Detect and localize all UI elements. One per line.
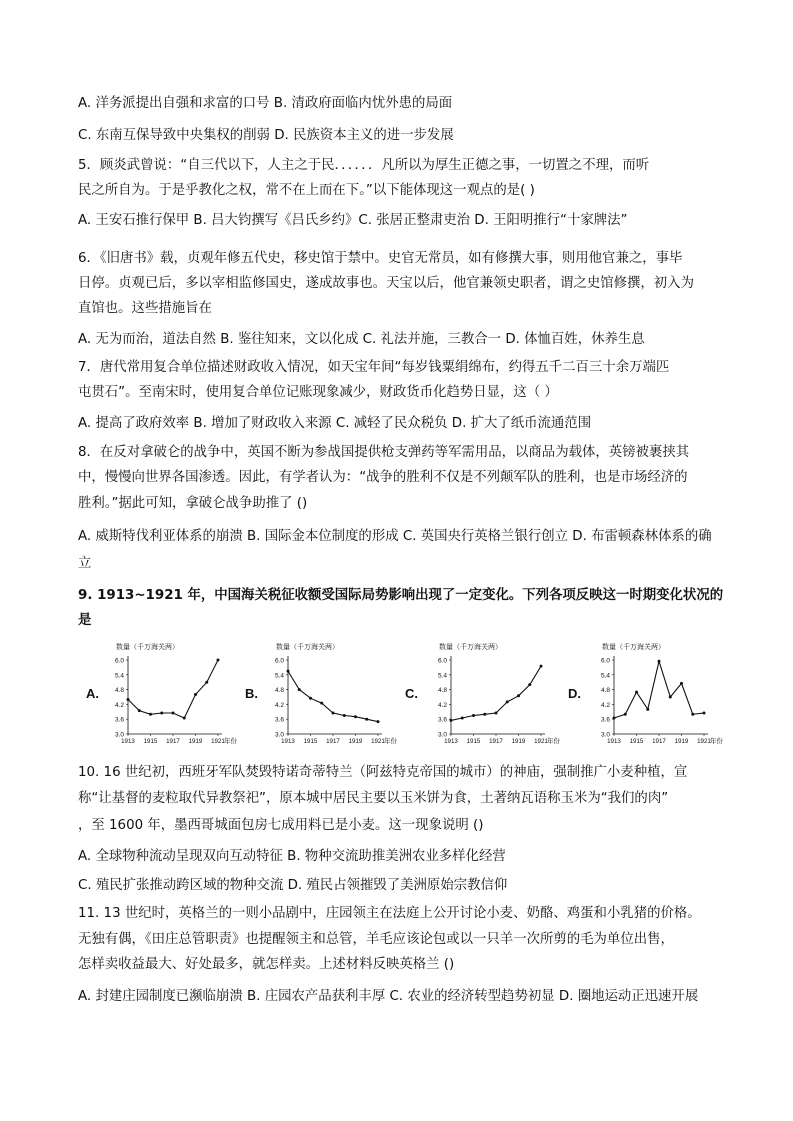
y-tick-label: 4.8 [274, 687, 284, 695]
y-tick-label: 5.4 [114, 672, 124, 680]
x-axis-label: 年份 [710, 738, 723, 745]
data-point [205, 681, 208, 684]
data-point [658, 660, 661, 663]
chart-c [425, 638, 575, 750]
x-tick-label: 1917 [652, 738, 666, 745]
data-point [343, 714, 346, 717]
x-tick-label: 1921 [534, 738, 548, 745]
chart-a [102, 638, 252, 750]
q10-options-line1: A. 全球物种流动呈现双向互动特征 B. 物种交流助推美洲农业多样化经营 [78, 849, 506, 864]
data-point [287, 670, 290, 673]
x-tick-label: 1921 [211, 738, 225, 745]
x-tick-label: 1919 [511, 738, 526, 745]
q8-stem-line3: 胜利。”据此可知，拿破仑战争助推了 () [78, 496, 308, 511]
x-tick-label: 1919 [188, 738, 203, 745]
x-axis-label: 年份 [547, 738, 560, 745]
data-point [635, 691, 638, 694]
series-line [614, 661, 704, 718]
q5-stem-line2: 民之所自为。于是乎教化之权，常不在上而在下。”以下能体现这一观点的是( ) [78, 183, 535, 198]
data-point [365, 718, 368, 721]
data-point [703, 712, 706, 715]
data-point [183, 716, 186, 719]
y-tick-label: 3.6 [437, 716, 447, 724]
q6-options: A. 无为而治，道法自然 B. 鉴往知来，文以化成 C. 礼法并施，三教合一 D. 体恤百姓，休养生息 [78, 332, 645, 347]
y-tick-label: 6.0 [274, 657, 284, 665]
q7-stem-line1: 7．唐代常用复合单位描述财政收入情况，如天宝年间“每岁钱粟绢绵布，约得五千二百三十余万端匹 [78, 360, 670, 375]
y-tick-label: 4.8 [600, 687, 610, 695]
data-point [483, 713, 486, 716]
q7-options: A. 提高了政府效率 B. 增加了财政收入来源 C. 减轻了民众税负 D. 扩大了纸币流通范围 [78, 416, 592, 431]
q7-stem-line2: 屯贯石”。至南宋时，使用复合单位记账现象减少，财政货币化趋势日显，这（ ） [78, 385, 558, 400]
x-tick-label: 1919 [674, 738, 689, 745]
data-point [528, 683, 531, 686]
y-tick-label: 3.6 [114, 716, 124, 724]
data-point [149, 713, 152, 716]
y-tick-label: 5.4 [274, 672, 284, 680]
x-tick-label: 1915 [629, 738, 644, 745]
x-tick-label: 1919 [348, 738, 363, 745]
q8-options-line1: A. 威斯特伐利亚体系的崩溃 B. 国际金本位制度的形成 C. 英国央行英格兰银行创立 D. 布雷顿森林体系的确 [78, 529, 712, 544]
q9-stem-line1: 9. 1913~1921 年，中国海关税征收额受国际局势影响出现了一定变化。下列各项反映这一时期变化状况的 [78, 588, 724, 603]
x-tick-label: 1915 [303, 738, 318, 745]
x-tick-label: 1913 [444, 738, 458, 745]
q10-stem-line1: 10. 16 世纪初，西班牙军队焚毁特诺奇蒂特兰（阿兹特克帝国的城市）的神庙，强制推广小麦种植，宣 [78, 765, 688, 780]
data-point [669, 696, 672, 699]
x-tick-label: 1913 [281, 738, 295, 745]
q8-stem-line2: 中，慢慢向世界各国渗透。因此，有学者认为：“战争的胜利不仅是不列颠军队的胜利，也是市场经济的 [78, 470, 688, 485]
q11-stem-line1: 11. 13 世纪时，英格兰的一则小品剧中，庄园领主在法庭上公开讨论小麦、奶酪、鸡蛋和小乳猪的价格。 [78, 906, 701, 921]
data-point [127, 698, 130, 701]
data-point [691, 713, 694, 716]
data-point [354, 715, 357, 718]
x-tick-label: 1917 [166, 738, 180, 745]
q8-options-line2: 立 [78, 556, 92, 571]
data-point [472, 714, 475, 717]
y-tick-label: 4.2 [600, 701, 610, 709]
y-axis-label: 数量（千万海关两） [116, 644, 179, 651]
q4-options-line2: C. 东南互保导致中央集权的削弱 D. 民族资本主义的进一步发展 [78, 128, 454, 143]
q9-stem-line2: 是 [78, 613, 92, 628]
y-tick-label: 5.4 [600, 672, 610, 680]
data-point [309, 697, 312, 700]
y-tick-label: 4.2 [274, 701, 284, 709]
x-tick-label: 1915 [466, 738, 481, 745]
x-tick-label: 1913 [121, 738, 135, 745]
data-point [194, 693, 197, 696]
chart-label-b: B. [245, 686, 258, 701]
data-point [450, 719, 453, 722]
x-tick-label: 1917 [326, 738, 340, 745]
q5-options: A. 王安石推行保甲 B. 吕大钧撰写《吕氏乡约》C. 张居正整肃吏治 D. 王阳明推行“十家牌法” [78, 213, 628, 228]
data-point [506, 700, 509, 703]
data-point [461, 716, 464, 719]
data-point [646, 708, 649, 711]
y-tick-label: 4.8 [114, 687, 124, 695]
y-tick-label: 3.0 [274, 731, 284, 739]
q10-options-line2: C. 殖民扩张推动跨区域的物种交流 D. 殖民占领摧毁了美洲原始宗教信仰 [78, 878, 508, 893]
chart-label-c: C. [405, 686, 418, 701]
y-tick-label: 3.0 [114, 731, 124, 739]
q11-stem-line2: 无独有偶，《田庄总管职责》也提醒领主和总管，羊毛应该论包或以一只羊一次所剪的毛为单位出售， [78, 932, 674, 947]
series-line [128, 660, 218, 718]
chart-label-d: D. [568, 686, 581, 701]
y-tick-label: 4.2 [437, 701, 447, 709]
y-tick-label: 6.0 [437, 657, 447, 665]
q10-stem-line2: 称“让基督的麦粒取代异教祭祀”，原本城中居民主要以玉米饼为食，土著纳瓦语称玉米为“我们的肉” [78, 791, 669, 806]
x-tick-label: 1921 [697, 738, 711, 745]
y-axis-label: 数量（千万海关两） [602, 644, 665, 651]
data-point [138, 709, 141, 712]
y-axis-label: 数量（千万海关两） [276, 644, 339, 651]
q4-options-line1: A. 洋务派提出自强和求富的口号 B. 清政府面临内忧外患的局面 [78, 96, 453, 111]
y-tick-label: 3.0 [600, 731, 610, 739]
data-point [320, 702, 323, 705]
data-point [160, 712, 163, 715]
q11-stem-line3: 怎样卖收益最大、好处最多，就怎样卖。上述材料反映英格兰 () [78, 957, 455, 972]
q10-stem-line3: ，至 1600 年，墨西哥城面包房七成用料已是小麦。这一现象说明 () [78, 818, 484, 833]
chart-d [588, 638, 738, 750]
y-tick-label: 5.4 [437, 672, 447, 680]
data-point [540, 665, 543, 668]
data-point [517, 694, 520, 697]
q8-stem-line1: 8．在反对拿破仑的战争中，英国不断为参战国提供枪支弹药等军需用品，以商品为载体，英镑被裹挟其 [78, 445, 690, 460]
q6-stem-line1: 6．《旧唐书》载，贞观年修五代史，移史馆于禁中。史官无常员，如有修撰大事，则用他官兼之，事毕 [78, 251, 683, 266]
y-tick-label: 3.6 [274, 716, 284, 724]
x-axis-label: 年份 [384, 738, 397, 745]
x-tick-label: 1921 [371, 738, 385, 745]
data-point [624, 713, 627, 716]
q5-stem-line1: 5．顾炎武曾说：“自三代以下，人主之于民．．．．．．凡所以为厚生正德之事，一切置之不理，而听 [78, 158, 650, 173]
data-point [298, 688, 301, 691]
y-tick-label: 6.0 [114, 657, 124, 665]
x-tick-label: 1915 [143, 738, 158, 745]
data-point [377, 720, 380, 723]
y-tick-label: 4.2 [114, 701, 124, 709]
y-tick-label: 3.0 [437, 731, 447, 739]
q11-options: A. 封建庄园制度已濒临崩溃 B. 庄园农产品获利丰厚 C. 农业的经济转型趋势初显 D. 圈地运动正迅速开展 [78, 989, 699, 1004]
x-tick-label: 1917 [489, 738, 503, 745]
y-tick-label: 3.6 [600, 716, 610, 724]
data-point [217, 659, 220, 662]
y-tick-label: 6.0 [600, 657, 610, 665]
data-point [332, 712, 335, 715]
chart-b [262, 638, 412, 750]
q6-stem-line2: 日停。贞观已后，多以宰相监修国史，遂成故事也。天宝以后，他官兼领史职者，谓之史馆修撰，初入为 [78, 276, 694, 291]
x-tick-label: 1913 [607, 738, 621, 745]
q6-stem-line3: 直馆也。这些措施旨在 [78, 301, 212, 316]
chart-label-a: A. [86, 686, 99, 701]
x-axis-label: 年份 [224, 738, 237, 745]
data-point [172, 712, 175, 715]
data-point [495, 712, 498, 715]
data-point [680, 682, 683, 685]
data-point [613, 716, 616, 719]
y-tick-label: 4.8 [437, 687, 447, 695]
y-axis-label: 数量（千万海关两） [439, 644, 502, 651]
